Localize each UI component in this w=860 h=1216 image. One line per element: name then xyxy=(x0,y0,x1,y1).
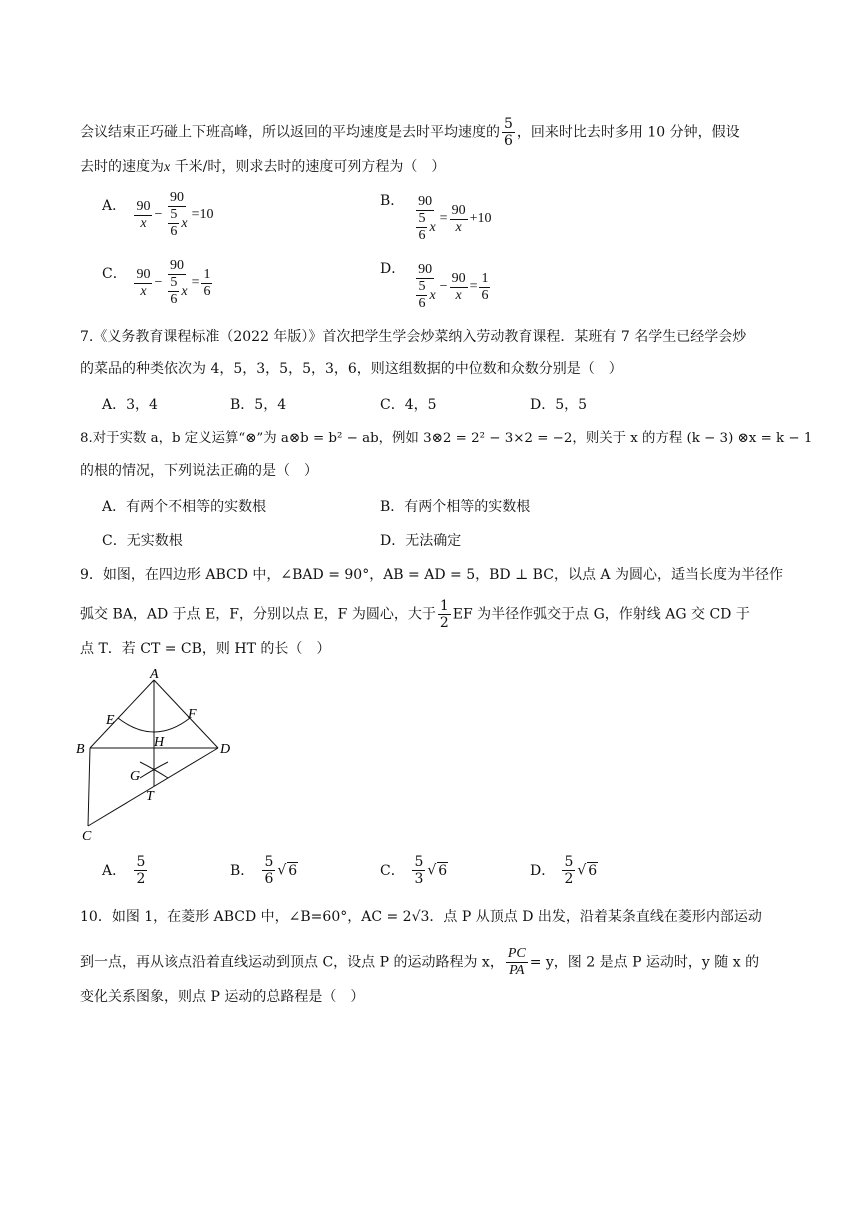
q6-text-b: ，回来时比去时多用 10 分钟，假设 xyxy=(516,124,740,141)
q8-option-d[interactable]: D．无法确定 xyxy=(380,533,462,549)
q6-fraction: $\frac{5}{6}$ xyxy=(504,116,513,149)
q7-line1: 7.《义务教育课程标准（2022 年版）》首次把学生学会炒菜纳入劳动教育课程．某班有 7 名学生已经学会炒 xyxy=(80,329,747,345)
q7-option-c[interactable]: C．4，5 xyxy=(380,397,437,413)
q6-text-a: 会议结束正巧碰上下班高峰，所以返回的平均速度是去时平均速度的 xyxy=(80,124,500,141)
q10-line2: 到一点，再从该点沿着直线运动到顶点 C，设点 P 的运动路程为 x， $\frac{PC}{PA}$ = y，图 2 是点 P 运动时，y 随 x 的 xyxy=(80,946,760,978)
sqrt-sign: √ xyxy=(577,862,587,879)
q10-fraction: $\frac{PC}{PA}$ xyxy=(507,946,526,978)
q9-line2: 弧交 BA，AD 于点 E，F，分别以点 E，F 为圆心，大于 $\frac{1}{2}$ EF 为半径作弧交于点 G，作射线 AG 交 CD 于 xyxy=(80,598,750,631)
q10-line3: 变化关系图象，则点 P 运动的总路程是（ ） xyxy=(80,989,365,1005)
q8-line1: 8.对于实数 a，b 定义运算“⊗”为 a⊗b = b² − ab，例如 3⊗2 = 2² − 3×2 = −2，则关于 x 的方程 (k − 3) ⊗x = k − 1 xyxy=(80,431,813,446)
q9-line3: 点 T．若 CT = CB，则 HT 的长（ ） xyxy=(80,641,331,657)
q9-line1: 9．如图，在四边形 ABCD 中，∠BAD = 90°，AB = AD = 5，BD ⊥ BC，以点 A 为圆心，适当长度为半径作 xyxy=(80,567,783,583)
label-h: H xyxy=(154,735,165,750)
q9-option-b[interactable]: B． $\frac{5}{6}$ √ 6 xyxy=(230,854,298,887)
segment-bc xyxy=(88,748,90,826)
q9-figure xyxy=(74,666,244,846)
q7-option-d[interactable]: D．5，5 xyxy=(530,397,588,413)
label-e: E xyxy=(106,713,115,728)
q10-line1: 10．如图 1，在菱形 ABCD 中，∠B=60°，AC = 2√3．点 P 从顶点 D 出发，沿着某条直线在菱形内部运动 xyxy=(80,909,762,925)
sqrt-sign: √ xyxy=(427,862,437,879)
q6-line2: 去时的速度为x 千米/时，则求去时的速度可列方程为（ ） xyxy=(80,159,446,175)
label-a: A xyxy=(150,667,159,682)
label-d: D xyxy=(220,742,231,757)
q6-option-a[interactable]: A． $\frac{90}{x}$ − 90 $\frac{5}{6}$ x =10 xyxy=(102,190,214,239)
q7-line2: 的菜品的种类依次为 4，5，3，5，5，3，6，则这组数据的中位数和众数分别是（ ） xyxy=(80,361,623,377)
q8-option-c[interactable]: C．无实数根 xyxy=(102,533,183,549)
sqrt-sign: √ xyxy=(277,862,287,879)
q7-option-b[interactable]: B．5，4 xyxy=(230,397,287,413)
label-c: C xyxy=(82,829,92,844)
q9-option-d[interactable]: D． $\frac{5}{2}$ √ 6 xyxy=(530,854,598,887)
q6-option-c[interactable]: C． $\frac{90}{x}$ − 90 $\frac{5}{6}$ x = $\frac{1}{6}$ xyxy=(102,258,211,307)
q8-option-a[interactable]: A．有两个不相等的实数根 xyxy=(102,499,267,515)
label-b: B xyxy=(76,742,85,757)
label-t: T xyxy=(146,789,154,804)
q9-fraction: $\frac{1}{2}$ xyxy=(439,598,449,631)
q6-line1 xyxy=(80,116,780,149)
q9-option-a[interactable]: A． $\frac{5}{2}$ xyxy=(102,854,146,887)
segment-ab xyxy=(90,680,154,748)
segment-cd xyxy=(88,748,218,826)
label-g: G xyxy=(130,769,141,784)
q8-line2: 的根的情况，下列说法正确的是（ ） xyxy=(80,463,318,479)
q6-option-b[interactable]: B． 90 $\frac{5}{6}$ x = $\frac{90}{x}$ +10 xyxy=(380,193,492,243)
label-f: F xyxy=(188,707,197,722)
q7-option-a[interactable]: A．3，4 xyxy=(102,397,158,413)
q9-option-c[interactable]: C． $\frac{5}{3}$ √ 6 xyxy=(380,854,448,887)
q8-option-b[interactable]: B．有两个相等的实数根 xyxy=(380,499,531,515)
q6-option-d[interactable]: D． 90 $\frac{5}{6}$ x − $\frac{90}{x}$ = $\frac{1}{6}$ xyxy=(380,261,489,311)
